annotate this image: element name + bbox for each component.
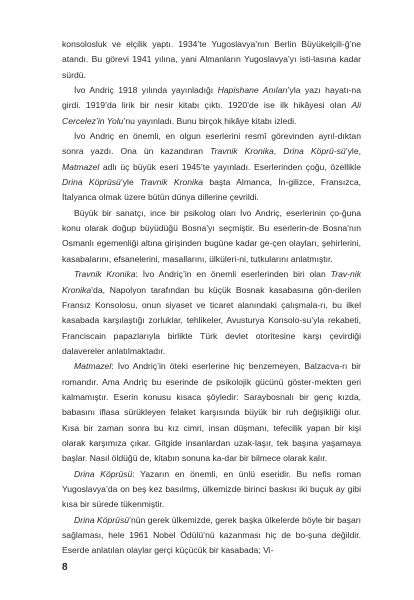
italic-title-run: Trav-nik Kronika <box>62 269 361 295</box>
paragraph-2 <box>62 83 361 129</box>
text-run: : İvo Andriç’in öteki eserlerine hiç benzemeyen, Balzacva-rı bir romandır. Ama Andriç bu eserinde de psikolojik gücünü göster-mekten geri kalmamıştır. Eserin konusu kısaca şöyledir: Saraybosnalı bir genç kızda, babasını iflasa sürükleyen felaket karşısında büyük bir ruh değişikliği olur. Kısa bir zaman sonra bu kız cimri, insan düşmanı, tefecilik yapan bir kişi olarak karşımıza çıkar. Gitgide insanlardan uzak-laşır, tek başına yaşamaya başlar. Nasıl öldüğü de, kitabın sonuna ka-dar bir bilmece olarak kalır. <box>62 361 361 464</box>
paragraph-8 <box>62 513 361 559</box>
text-run: konsolosluk ve elçilik yaptı. 1934’te Yugoslavya’nın Berlin Büyükelçili-ğ’ne atandı. Bu görevi 1941 yılına, yani Almanların Yugoslavya’yı isti-lasına kadar sürdü. <box>62 39 361 80</box>
text-run: ’yle <box>120 177 141 188</box>
page-body <box>62 37 361 559</box>
text-run: : Yazarın en önemli, en ünlü eseridir. Bu nefis roman Yugoslavya’da on beş kez basılmış, ülkemizde birinci baskısı iki buçuk ay gibi kısa bir sürede tükenmiştir. <box>62 468 361 510</box>
text-run: ’nün gerek ülkemizde, gerek başka ülkelerde böyle bir başarı sağlaması, hele 1961 Nobel Ödülü’nü kazanması hiç de bo-şuna değildir. Eserde anlatılan olaylar gerçi küçücük bir kasabada; Vi- <box>62 514 361 556</box>
paragraph-4 <box>62 206 361 267</box>
italic-title-run: Travnik Kronika <box>140 177 204 188</box>
italic-title-run: Matmazel <box>74 361 112 372</box>
paragraph-6 <box>62 359 361 466</box>
text-run: adlı üç büyük eseri 1945’te yayınladı. Eserlerinden çoğu, özellikle <box>99 161 361 172</box>
italic-title-run: Travnik Kronika <box>74 269 136 280</box>
italic-title-run: Drina Köprü-sü <box>283 146 346 157</box>
page-number: 8 <box>62 562 68 573</box>
italic-title-run: Drina Köprüsü <box>74 468 133 479</box>
text-run: İvo Andriç en önemli, en olgun eserlerini resmî görevinden ayrıl-dıktan sonra yazdı. Ona ün kazandıran <box>62 131 361 157</box>
text-run: ’da, Napolyon tarafından bu küçük Bosnak kasabasına gön-derilen Fransız Konsolosu, onun siyaset ve ticaret alanındaki çalışmala-rı, bu ilkel kasabada karşılaştığı zorluklar, tehlikeler, Avusturya Konsolo-su’yla rekabeti, Franciscain papazlarıyla birlikte Türk devlet otoritesine karşı çevirdiği dalavereler anlatılmaktadır. <box>62 284 361 356</box>
italic-title-run: Matmazel <box>62 161 100 172</box>
paragraph-1 <box>62 37 361 83</box>
italic-title-run: Hapishane Anıları <box>217 85 288 96</box>
text-run: , <box>273 146 284 157</box>
text-run: ’yla yazı hayatı-na girdi. 1919’da lirik bir nesir kitabı çıktı. 1920’de ise ilk hikâyesi olan <box>62 85 361 111</box>
paragraph-3 <box>62 129 361 206</box>
italic-title-run: Travnik Kronika <box>210 146 274 157</box>
italic-title-run: Drina Köprüsü <box>74 514 130 525</box>
italic-title-run: Drina Köprüsü <box>62 177 121 188</box>
text-run: ’yle, <box>345 146 361 157</box>
text-run: İvo Andriç 1918 yılında yayınladığı <box>74 85 218 96</box>
italic-title-run: Ali Cercelez’in Yolu <box>62 100 361 126</box>
paragraph-5 <box>62 267 361 359</box>
text-run: : İvo Andriç’in en önemli eserlerinden biri olan <box>135 269 331 280</box>
text-run: ’nu yayınladı. Bunu birçok hikâye kitabı izledi. <box>123 115 297 126</box>
text-run: Büyük bir sanatçı, ince bir psikolog olan İvo Andriç, eserlerinin ço-ğuna konu olarak doğup büyüdüğü Bosna’yı seçmiştir. Bu eserlerin-de Bosna’nın Osmanlı egemenliği altına girişinden bugüne kadar ge-çen olayları, şehirlerini, kasabalarını, efsanelerini, masallarını, ülküleri-ni, tutkularını anlatmıştır. <box>62 207 361 264</box>
text-run: başta Almanca, İn-gilizce, Fransızca, İtalyanca olmak üzere bütün dünya dillerine çevrildi. <box>62 177 361 203</box>
paragraph-7 <box>62 467 361 513</box>
